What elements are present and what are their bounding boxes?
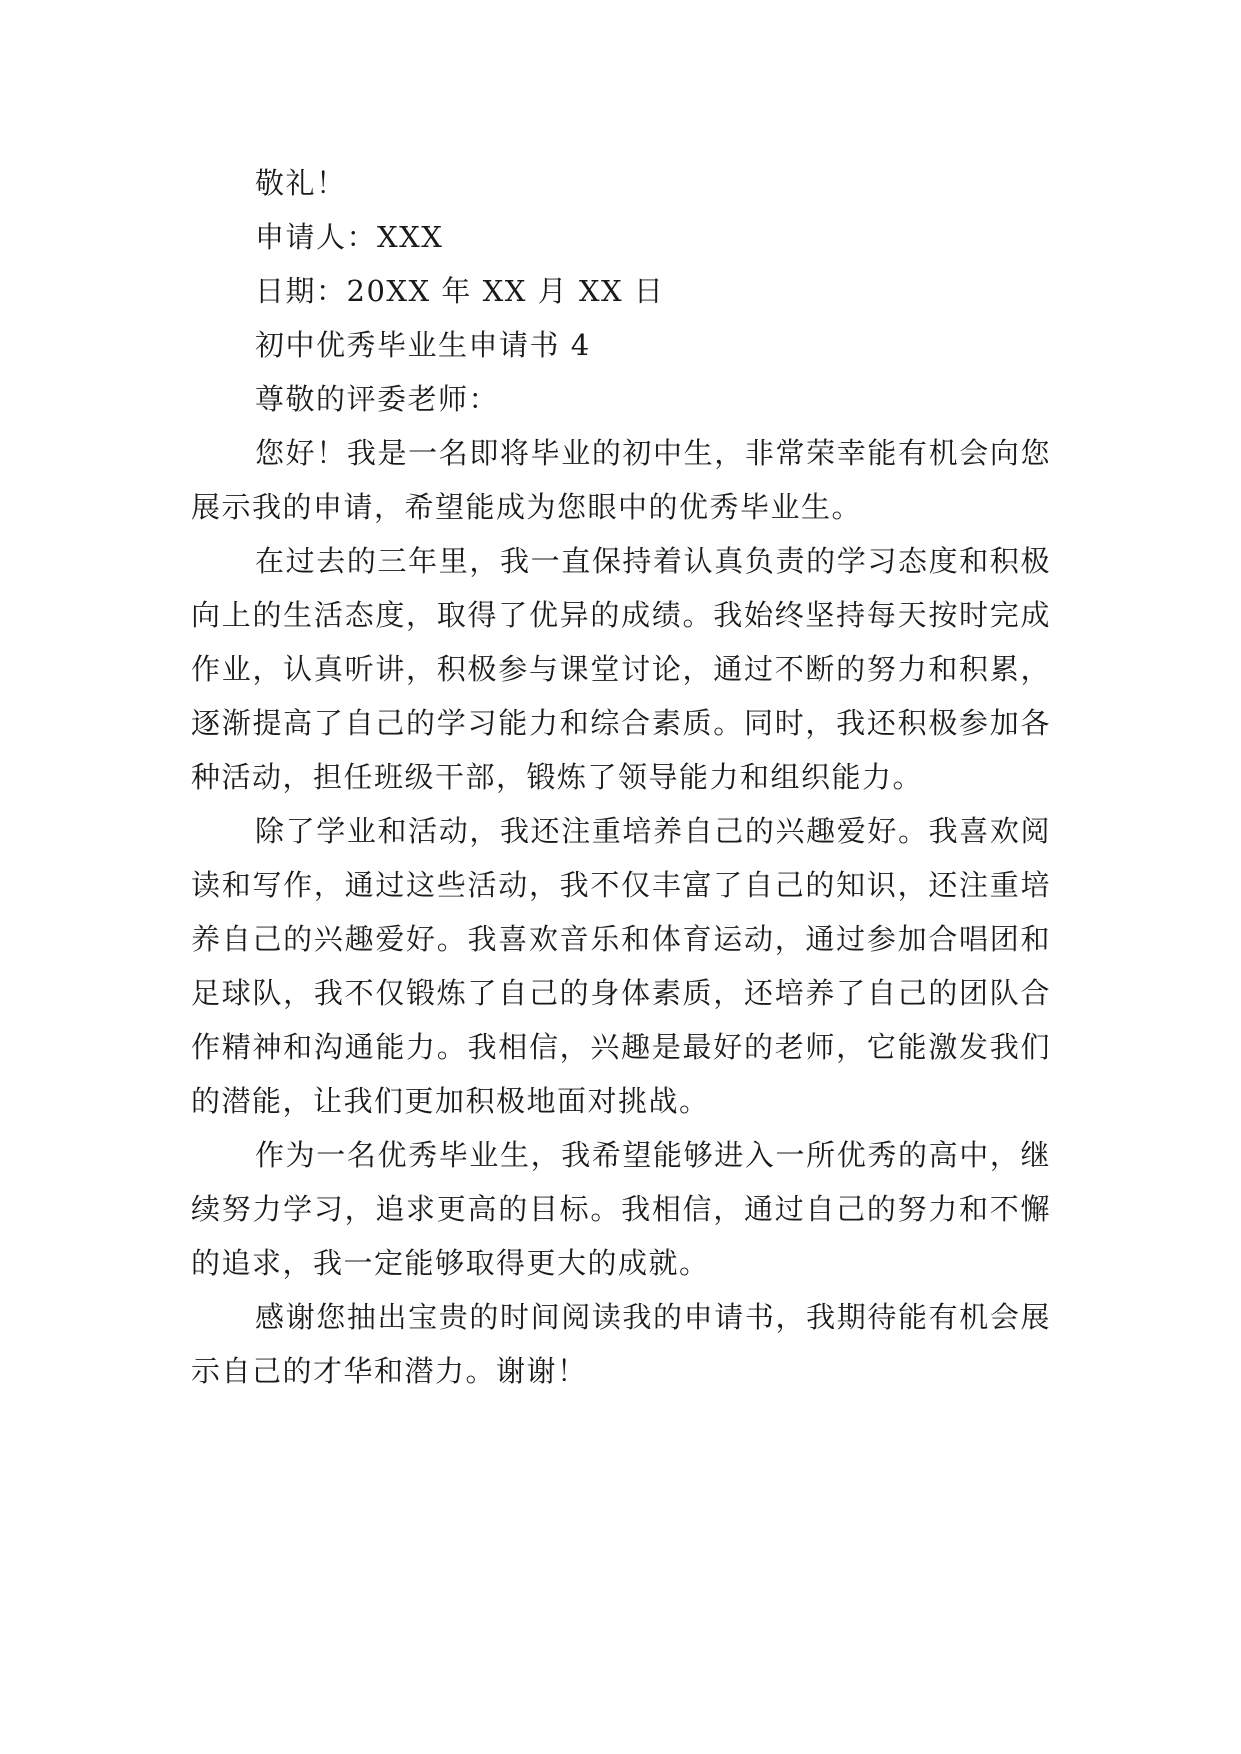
closing-salute: 敬礼！ <box>255 166 347 200</box>
date-line: 日期：20XX 年 XX 月 XX 日 <box>255 274 665 308</box>
section-title: 初中优秀毕业生申请书 4 <box>255 328 591 362</box>
paragraph-goals: 作为一名优秀毕业生，我希望能够进入一所优秀的高中，继续努力学习，追求更高的目标。我相信，通过自己的努力和不懈的追求，我一定能够取得更大的成就。 <box>191 1138 1051 1280</box>
greeting: 尊敬的评委老师： <box>255 382 500 416</box>
applicant-line: 申请人：XXX <box>255 220 444 254</box>
document-body <box>191 156 1051 1398</box>
paragraph-intro: 您好！我是一名即将毕业的初中生，非常荣幸能有机会向您展示我的申请，希望能成为您眼中的优秀毕业生。 <box>191 436 1051 524</box>
paragraph-thanks: 感谢您抽出宝贵的时间阅读我的申请书，我期待能有机会展示自己的才华和潜力。谢谢！ <box>191 1300 1051 1388</box>
paragraph-study: 在过去的三年里，我一直保持着认真负责的学习态度和积极向上的生活态度，取得了优异的成绩。我始终坚持每天按时完成作业，认真听讲，积极参与课堂讨论，通过不断的努力和积累，逐渐提高了自己的学习能力和综合素质。同时，我还积极参加各种活动，担任班级干部，锻炼了领导能力和组织能力。 <box>191 544 1051 794</box>
paragraph-interests: 除了学业和活动，我还注重培养自己的兴趣爱好。我喜欢阅读和写作，通过这些活动，我不仅丰富了自己的知识，还注重培养自己的兴趣爱好。我喜欢音乐和体育运动，通过参加合唱团和足球队，我不仅锻炼了自己的身体素质，还培养了自己的团队合作精神和沟通能力。我相信，兴趣是最好的老师，它能激发我们的潜能，让我们更加积极地面对挑战。 <box>191 814 1051 1118</box>
